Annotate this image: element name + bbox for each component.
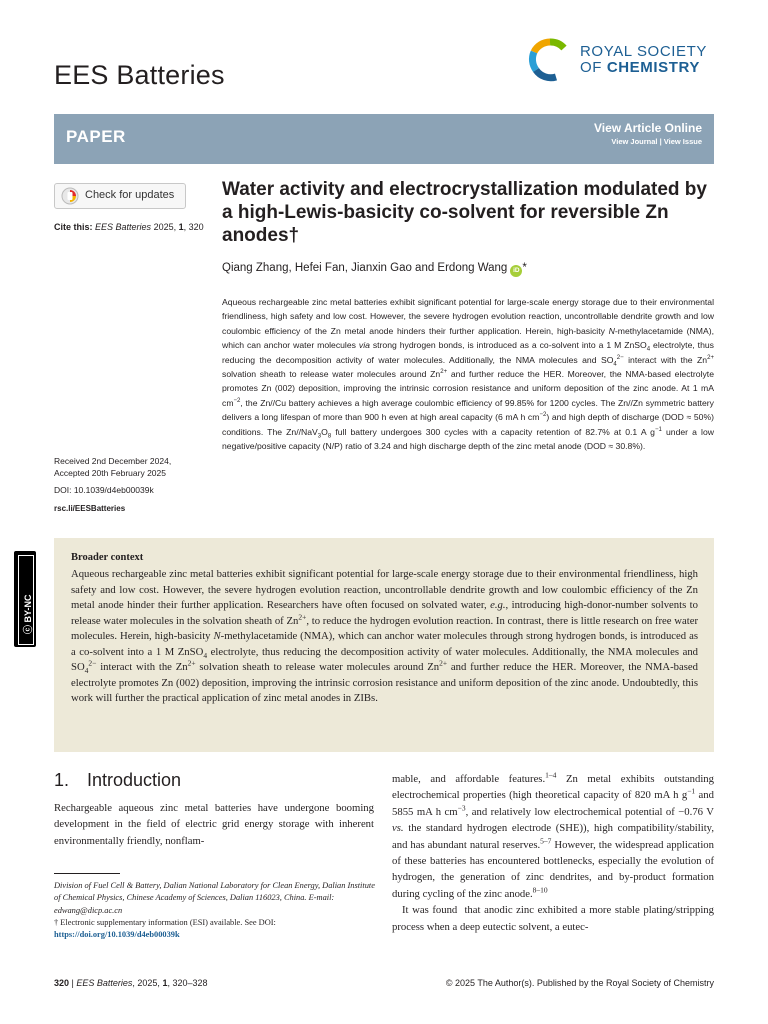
doi[interactable]: DOI: 10.1039/d4eb00039k	[54, 485, 154, 495]
received-date: Received 2nd December 2024,	[54, 456, 172, 466]
view-article-online-link[interactable]: View Article Online	[593, 121, 702, 135]
broader-context-box	[54, 538, 714, 752]
article-type: PAPER	[66, 127, 126, 146]
intro-left-paragraph: Rechargeable aqueous zinc metal batteries have undergone booming development in the field of electric grid energy storage with inherent environmentally friendly, nonflam-	[54, 802, 374, 847]
footnotes	[54, 880, 376, 941]
cite-volume: 1	[178, 222, 184, 232]
section-heading-introduction: 1. Introduction	[54, 770, 182, 790]
journal-title: EES Batteries	[54, 60, 225, 90]
rsc-emblem-icon	[528, 38, 572, 82]
cite-year: 2025,	[153, 222, 177, 232]
crossmark-icon	[61, 187, 79, 205]
article-banner	[54, 114, 714, 164]
accepted-date: Accepted 20th February 2025	[54, 468, 166, 478]
journal-url[interactable]: rsc.li/EESBatteries	[54, 504, 126, 513]
cc-license-label: ⓒ BY-NC	[23, 594, 33, 634]
cite-label: Cite this:	[54, 222, 93, 232]
affiliation: Division of Fuel Cell & Battery, Dalian National Laboratory for Clean Energy, Dalian Institute of Chemical Physics, Chinese Academy of Sciences, Dalian 116023, China. E-mail: edwang@dicp.ac.cn	[54, 881, 375, 915]
orcid-icon[interactable]: iD	[510, 265, 522, 277]
check-for-updates-button[interactable]	[54, 183, 186, 209]
cite-page: , 320	[183, 222, 204, 232]
page-footer-left: 320 | EES Batteries, 2025, 1, 320–328	[54, 978, 208, 988]
footnote-rule	[54, 873, 120, 874]
esi-link[interactable]: https://doi.org/10.1039/d4eb00039k	[54, 930, 180, 940]
article-title: Water activity and electrocrystallization modulated by a high-Lewis-basicity co-solvent for reversible Zn anodes†	[222, 179, 707, 246]
abstract: Aqueous rechargeable zinc metal batteries exhibit significant potential for large-scale energy storage due to their environmental friendliness, high safety and low cost. However, the severe hydrogen evolution reaction, uncontrollable dendrite growth and low coulombic efficiency of the Zn metal anode hinders their further application. Herein, high-basicity N-methylacetamide (NMA), which can anchor water molecules via strong hydrogen bonds, is introduced as a co-solvent into a 1 M ZnSO$_4$ electrolyte, thus reducing the decomposition activity of water molecules. Additionally, the NMA molecules and $SO_4^{2-}$ interact with the $Zn^{2+}$ solvation sheath to release water molecules around $Zn^{2+}$ and further reduce the HER. Moreover, the NMA-based electrolyte promotes Zn (002) deposition, improving the intrinsic corrosion resistance and uniform deposition of the zinc anode. At 1 mA $cm^{-2}$, the Zn//Cu battery achieves a high average coulombic efficiency of 99.85% for 1200 cycles. The Zn//Zn symmetric battery delivers a long lifespan of more than 900 h even at high areal capacity (6 mA h $cm^{-2}$) and high depth of discharge (DOD ≈ 50%) conditions. The $Zn//NaV_3O_8$ full battery undergoes 300 cycles with a capacity retention of 82.7% at 0.1 A $g^{-1}$ under a low negative/positive capacity (N/P) ratio of 3.24 and high discharge depth of the zinc metal anode (DOD ≈ 30.8%).	[222, 297, 714, 452]
authors: Qiang Zhang, Hefei Fan, Jianxin Gao and Erdong Wang	[222, 262, 508, 274]
page-number: 320	[54, 978, 70, 988]
broader-context-text: Aqueous rechargeable zinc metal batteries exhibit significant potential for large-scale energy storage due to their environmental friendliness, high safety and low cost. However, the severe hydrogen evolution reaction, uncontrollable dendrite growth and low coulombic efficiency of the Zn metal anode hinder their further application. Researchers have often focused on solvated water, e.g., introducing high-donor-number solvents to release water molecules in the solvation sheath of $Zn^{2+}$, to reduce the hydrogen evolution reaction. In contrast, there is little research on free water molecules. Herein, high-basicity N-methylacetamide (NMA), which can anchor water molecules through strong hydrogen bonds, is introduced as a co-solvent into a 1 M ZnSO$_4$ electrolyte, thus reducing the decomposition activity of water molecules. Additionally, the NMA molecules and $SO_4^{2-}$ interact with the $Zn^{2+}$ solvation sheath to release water molecules around $Zn^{2+}$ and further reduce the HER. Moreover, the NMA-based electrolyte promotes Zn (002) deposition, improving the intrinsic corrosion resistance and uniform deposition of the zinc anode. Undoubtedly, this work will further the practical application of zinc metal anodes in ZIBs.	[71, 568, 699, 704]
cite-journal: EES Batteries	[95, 222, 152, 232]
copyright: © 2025 The Author(s). Published by the Royal Society of Chemistry	[445, 978, 714, 988]
view-journal-issue-links[interactable]: View Journal | View Issue	[611, 137, 702, 146]
broader-context-heading: Broader context	[71, 552, 144, 563]
rsc-line1: ROYAL SOCIETY	[580, 43, 707, 60]
check-for-updates-label: Check for updates	[85, 189, 175, 201]
author-list	[222, 262, 527, 277]
corresponding-mark: *	[522, 262, 527, 274]
cc-license-badge[interactable]	[14, 551, 36, 647]
rsc-line2-bold: CHEMISTRY	[606, 59, 700, 76]
rsc-line2-prefix: OF	[580, 59, 607, 76]
footer-journal: EES Batteries	[76, 978, 133, 988]
citation	[54, 222, 204, 232]
rsc-logo[interactable]	[528, 36, 718, 84]
intro-right-column: mable, and affordable features.$^{1-4}$ Zn metal exhibits outstanding electrochemical properties (high theoretical capacity of 820 mA h $g^{-1}$ and 5855 mA h $cm^{-3}$, and relatively low electrochemical potential of −0.76 V vs. the standard hydrogen electrode (SHE)), high compatibility/stability, and has abundant natural reserves.$^{5-7}$ However, the widespread application of these batteries has encountered bottlenecks, especially the evolution of hydrogen, the generation of zinc dendrites, and by-product formation during cycling of the zinc anode.$^{8-10}$ It was found that anodic zinc exhibited a more stable plating/stripping process when a deep eutectic solvent, a eutec-	[392, 770, 715, 933]
esi-note: † Electronic supplementary information (ESI) available. See DOI: https://doi.org/10.1039/d4eb00039k	[54, 917, 276, 940]
